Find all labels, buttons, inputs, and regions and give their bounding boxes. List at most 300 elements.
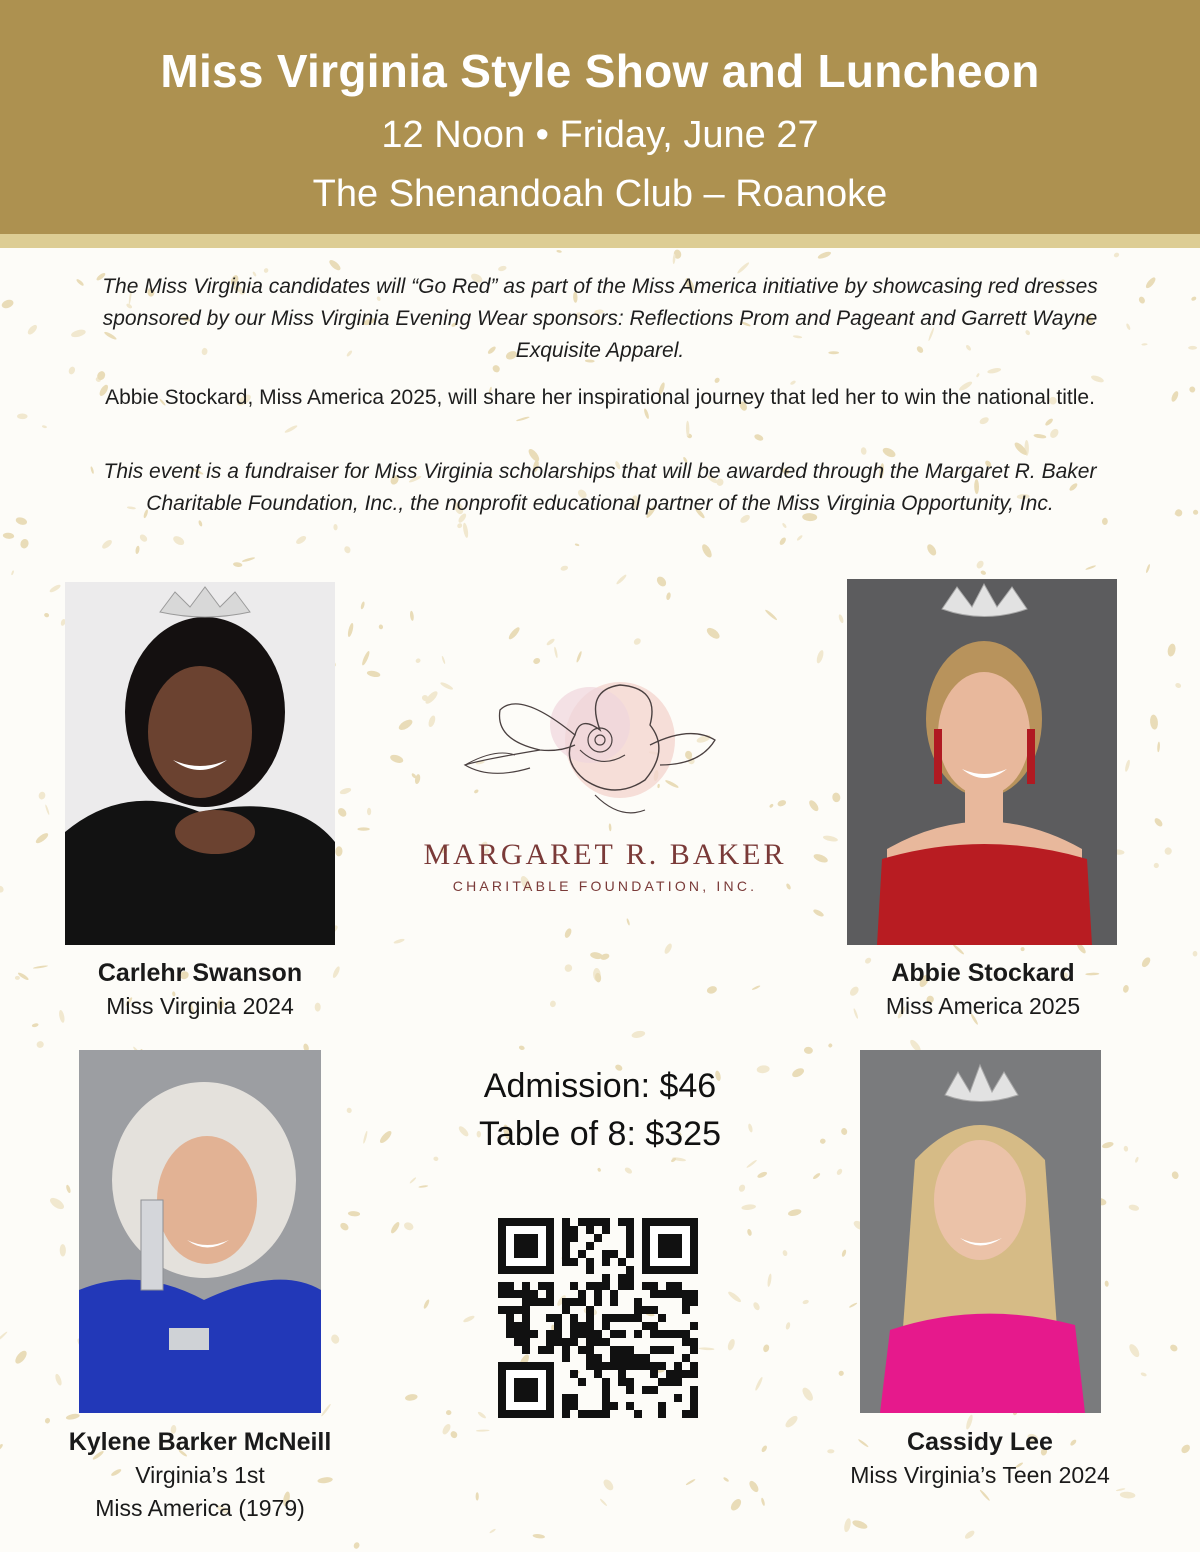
confetti-piece	[476, 1429, 490, 1431]
qr-module	[586, 1282, 594, 1290]
confetti-piece	[507, 626, 521, 641]
qr-module	[562, 1298, 570, 1306]
qr-module	[666, 1378, 674, 1386]
confetti-piece	[1128, 1204, 1140, 1212]
portrait-cassidy-lee	[860, 1050, 1101, 1413]
confetti-piece	[1149, 714, 1158, 730]
qr-module	[546, 1290, 554, 1298]
confetti-piece	[757, 1171, 768, 1179]
qr-module	[514, 1290, 522, 1298]
qr-module	[522, 1298, 530, 1306]
confetti-piece	[631, 1030, 646, 1039]
qr-module	[570, 1370, 578, 1378]
qr-module	[594, 1354, 602, 1362]
qr-module	[562, 1338, 570, 1346]
qr-module	[658, 1410, 666, 1418]
confetti-piece	[26, 323, 38, 336]
confetti-piece	[754, 1376, 763, 1391]
qr-module	[626, 1266, 634, 1274]
qr-module	[562, 1242, 570, 1250]
confetti-piece	[1085, 565, 1096, 571]
qr-module	[618, 1370, 626, 1378]
qr-module	[674, 1330, 682, 1338]
confetti-piece	[843, 1518, 852, 1533]
qr-module	[610, 1298, 618, 1306]
confetti-piece	[812, 852, 828, 864]
qr-module	[562, 1354, 570, 1362]
confetti-piece	[1191, 296, 1197, 302]
qr-module	[674, 1378, 682, 1386]
qr-module	[578, 1290, 586, 1298]
confetti-piece	[1140, 1372, 1147, 1377]
qr-module	[586, 1330, 594, 1338]
confetti-piece	[980, 570, 987, 576]
qr-module	[674, 1394, 682, 1402]
confetti-piece	[357, 827, 369, 830]
qr-module	[610, 1290, 618, 1298]
confetti-piece	[54, 1373, 63, 1386]
qr-module	[594, 1410, 602, 1418]
confetti-piece	[633, 637, 643, 646]
confetti-piece	[138, 533, 148, 543]
qr-module	[586, 1218, 594, 1226]
qr-module	[618, 1346, 626, 1354]
qr-module	[642, 1282, 650, 1290]
confetti-piece	[1020, 947, 1025, 952]
qr-module	[618, 1274, 626, 1282]
confetti-piece	[624, 1166, 633, 1175]
qr-module	[586, 1266, 594, 1274]
caption-kylene-barker-mcneill	[20, 1425, 380, 1525]
qr-module	[554, 1322, 562, 1330]
confetti-piece	[198, 520, 203, 527]
confetti-piece	[782, 1250, 788, 1257]
confetti-piece	[532, 1533, 545, 1539]
qr-module	[578, 1378, 586, 1386]
confetti-piece	[753, 433, 764, 442]
confetti-piece	[666, 592, 672, 601]
qr-module	[690, 1290, 698, 1298]
qr-module	[554, 1330, 562, 1338]
confetti-piece	[423, 1299, 431, 1310]
confetti-piece	[832, 792, 842, 803]
qr-module	[602, 1258, 610, 1266]
confetti-piece	[706, 985, 718, 995]
qr-module	[690, 1370, 698, 1378]
qr-module	[690, 1362, 698, 1370]
confetti-piece	[838, 1370, 844, 1376]
confetti-piece	[347, 623, 355, 638]
qr-module	[682, 1410, 690, 1418]
confetti-piece	[378, 624, 383, 630]
confetti-piece	[45, 804, 50, 815]
confetti-piece	[741, 1204, 756, 1211]
confetti-piece	[815, 649, 824, 664]
qr-module	[650, 1290, 658, 1298]
confetti-piece	[441, 656, 446, 665]
confetti-piece	[599, 1498, 607, 1507]
confetti-piece	[462, 1315, 475, 1324]
confetti-piece	[700, 543, 713, 559]
confetti-piece	[784, 1414, 800, 1429]
qr-module	[610, 1330, 618, 1338]
confetti-piece	[747, 1228, 753, 1236]
qr-module	[690, 1346, 698, 1354]
qr-module	[618, 1330, 626, 1338]
header-stripe	[0, 234, 1200, 248]
qr-module	[562, 1394, 570, 1402]
qr-module	[618, 1354, 626, 1362]
qr-module	[586, 1314, 594, 1322]
confetti-piece	[1124, 759, 1131, 772]
qr-module	[602, 1314, 610, 1322]
qr-module	[602, 1226, 610, 1234]
confetti-piece	[764, 609, 778, 621]
qr-module	[658, 1234, 682, 1258]
qr-module	[498, 1290, 506, 1298]
confetti-piece	[65, 1413, 80, 1421]
confetti-piece	[663, 942, 673, 955]
qr-module	[626, 1218, 634, 1226]
qr-module	[570, 1258, 578, 1266]
confetti-piece	[295, 534, 308, 545]
confetti-piece	[836, 1168, 844, 1176]
qr-module	[610, 1354, 618, 1362]
qr-module	[650, 1362, 658, 1370]
event-venue: The Shenandoah Club – Roanoke	[312, 173, 888, 215]
qr-module	[626, 1274, 634, 1282]
confetti-piece	[767, 1273, 772, 1287]
confetti-piece	[242, 556, 256, 562]
confetti-piece	[778, 536, 787, 546]
qr-module	[586, 1306, 594, 1314]
event-title: Miss Virginia Style Show and Luncheon	[160, 45, 1040, 97]
qr-module	[522, 1330, 530, 1338]
qr-module	[610, 1314, 618, 1322]
qr-module	[690, 1338, 698, 1346]
confetti-piece	[49, 583, 62, 593]
confetti-piece	[339, 787, 352, 796]
qr-module	[586, 1322, 594, 1330]
qr-module	[626, 1226, 634, 1234]
qr-module	[626, 1362, 634, 1370]
confetti-piece	[563, 963, 574, 974]
qr-module	[650, 1370, 658, 1378]
confetti-piece	[851, 1519, 868, 1531]
intro-paragraph-speaker: Abbie Stockard, Miss America 2025, will share her inspirational journey that led her to win the national title.	[105, 386, 1095, 409]
qr-module	[626, 1378, 634, 1386]
confetti-piece	[812, 1172, 821, 1180]
confetti-piece	[723, 1476, 730, 1482]
qr-module	[570, 1298, 578, 1306]
qr-module	[554, 1338, 562, 1346]
event-time: 12 Noon • Friday, June 27	[381, 114, 819, 156]
confetti-piece	[367, 808, 371, 816]
qr-module	[506, 1282, 514, 1290]
confetti-piece	[172, 534, 186, 547]
qr-module	[642, 1362, 650, 1370]
qr-module	[586, 1226, 594, 1234]
qr-module	[578, 1298, 586, 1306]
confetti-piece	[860, 447, 867, 455]
foundation-subtitle: CHARITABLE FOUNDATION, INC.	[452, 878, 758, 894]
confetti-piece	[746, 1159, 758, 1168]
qr-module	[602, 1250, 610, 1258]
confetti-piece	[817, 250, 832, 260]
qr-module	[690, 1394, 698, 1402]
qr-module	[658, 1290, 666, 1298]
qr-module	[530, 1290, 538, 1298]
qr-module	[650, 1322, 658, 1330]
qr-module	[602, 1394, 610, 1402]
confetti-piece	[976, 373, 980, 378]
confetti-piece	[90, 466, 94, 474]
confetti-piece	[751, 985, 760, 991]
qr-module	[570, 1226, 578, 1234]
confetti-piece	[549, 1000, 556, 1008]
confetti-piece	[101, 538, 114, 550]
confetti-piece	[343, 545, 351, 554]
confetti-piece	[838, 614, 845, 624]
confetti-piece	[952, 943, 965, 955]
caption-cassidy-lee	[800, 1425, 1160, 1492]
qr-module	[570, 1314, 578, 1322]
confetti-piece	[597, 1167, 602, 1172]
confetti-piece	[409, 1177, 417, 1184]
confetti-piece	[418, 1185, 428, 1188]
qr-module	[602, 1282, 610, 1290]
qr-module	[602, 1386, 610, 1394]
confetti-piece	[975, 559, 985, 569]
qr-module	[610, 1250, 618, 1258]
confetti-piece	[0, 1443, 4, 1451]
confetti-piece	[1, 298, 15, 310]
caption-abbie-stockard	[803, 956, 1163, 1023]
qr-module	[522, 1338, 530, 1346]
confetti-piece	[705, 626, 722, 641]
confetti-piece	[819, 1138, 826, 1144]
qr-module	[578, 1410, 586, 1418]
qr-module	[666, 1290, 674, 1298]
qr-module	[602, 1410, 610, 1418]
qr-module	[538, 1282, 546, 1290]
confetti-piece	[335, 846, 343, 857]
qr-module	[506, 1330, 514, 1338]
confetti-piece	[409, 611, 414, 622]
confetti-piece	[1044, 417, 1054, 426]
qr-module	[514, 1378, 538, 1402]
qr-module	[674, 1290, 682, 1298]
qr-module	[602, 1218, 610, 1226]
confetti-piece	[348, 1211, 361, 1217]
confetti-piece	[0, 1331, 8, 1342]
qr-module	[578, 1322, 586, 1330]
confetti-piece	[456, 522, 463, 529]
confetti-piece	[1104, 1280, 1109, 1287]
confetti-piece	[36, 1040, 45, 1049]
portrait-kylene-barker-mcneill	[79, 1050, 321, 1413]
confetti-piece	[655, 575, 668, 588]
confetti-piece	[626, 918, 630, 926]
qr-module	[682, 1290, 690, 1298]
confetti-piece	[44, 612, 50, 618]
rose-icon	[420, 670, 790, 835]
confetti-piece	[393, 938, 405, 945]
person-title: Miss America 2025	[885, 993, 1081, 1019]
qr-module	[642, 1306, 650, 1314]
confetti-piece	[729, 1497, 743, 1512]
qr-module	[562, 1306, 570, 1314]
qr-module	[634, 1410, 642, 1418]
confetti-piece	[68, 366, 77, 376]
qr-module	[634, 1314, 642, 1322]
qr-module	[586, 1410, 594, 1418]
qr-module	[690, 1402, 698, 1410]
confetti-piece	[38, 791, 47, 800]
confetti-piece	[828, 1043, 834, 1049]
confetti-piece	[1193, 510, 1198, 515]
qr-module	[618, 1258, 626, 1266]
qr-module	[594, 1362, 602, 1370]
qr-code-icon[interactable]	[498, 1218, 698, 1418]
confetti-piece	[1157, 742, 1160, 753]
qr-module	[594, 1234, 602, 1242]
qr-module	[618, 1378, 626, 1386]
qr-module	[682, 1338, 690, 1346]
confetti-piece	[70, 328, 86, 338]
qr-module	[506, 1290, 514, 1298]
confetti-piece	[1171, 1170, 1180, 1180]
confetti-piece	[1188, 346, 1197, 350]
confetti-piece	[389, 753, 404, 764]
confetti-piece	[1193, 951, 1198, 957]
qr-module	[546, 1282, 554, 1290]
confetti-piece	[554, 646, 559, 658]
confetti-piece	[1101, 1141, 1114, 1149]
caption-carlehr-swanson	[20, 956, 380, 1023]
confetti-piece	[516, 416, 530, 422]
confetti-piece	[336, 806, 348, 818]
person-name: Kylene Barker McNeill	[68, 1428, 332, 1456]
qr-module	[626, 1242, 634, 1250]
qr-module	[618, 1218, 626, 1226]
confetti-piece	[1033, 433, 1046, 439]
confetti-piece	[13, 1349, 29, 1366]
confetti-piece	[807, 799, 820, 813]
pricing	[400, 1062, 800, 1158]
qr-module	[634, 1306, 642, 1314]
qr-module	[610, 1346, 618, 1354]
confetti-piece	[822, 835, 838, 843]
qr-module	[562, 1226, 570, 1234]
qr-module	[522, 1322, 530, 1330]
qr-module	[546, 1330, 554, 1338]
qr-module	[578, 1250, 586, 1258]
qr-module	[682, 1298, 690, 1306]
confetti-piece	[462, 522, 469, 538]
confetti-piece	[1113, 252, 1120, 258]
confetti-piece	[1164, 847, 1173, 856]
confetti-piece	[477, 1411, 487, 1420]
confetti-piece	[135, 545, 140, 554]
qr-module	[594, 1218, 602, 1226]
qr-module	[546, 1338, 554, 1346]
confetti-piece	[1134, 1156, 1139, 1163]
confetti-piece	[446, 1410, 451, 1415]
confetti-piece	[441, 1423, 452, 1436]
qr-module	[522, 1346, 530, 1354]
qr-module	[594, 1290, 602, 1298]
confetti-piece	[802, 1299, 809, 1305]
foundation-name: MARGARET R. BAKER	[423, 838, 787, 871]
qr-module	[602, 1402, 610, 1410]
qr-module	[682, 1330, 690, 1338]
confetti-piece	[546, 638, 556, 647]
qr-module	[586, 1258, 594, 1266]
confetti-piece	[3, 532, 15, 539]
qr-module	[666, 1370, 674, 1378]
qr-module	[498, 1306, 506, 1314]
confetti-piece	[726, 1338, 736, 1351]
event-header	[0, 0, 1200, 234]
qr-module	[658, 1378, 666, 1386]
qr-module	[626, 1386, 634, 1394]
confetti-piece	[44, 1417, 51, 1424]
qr-module	[634, 1298, 642, 1306]
confetti-piece	[796, 534, 803, 541]
confetti-piece	[686, 421, 690, 437]
confetti-piece	[19, 538, 29, 550]
qr-module	[522, 1306, 530, 1314]
qr-module	[506, 1306, 514, 1314]
qr-module	[602, 1362, 610, 1370]
qr-module	[642, 1354, 650, 1362]
qr-module	[602, 1338, 610, 1346]
qr-module	[650, 1346, 658, 1354]
qr-module	[626, 1354, 634, 1362]
intro-paragraph-fundraiser: This event is a fundraiser for Miss Virginia scholarships that will be awarded through the Margaret R. Baker Charitable Foundation, Inc., the nonprofit educational partner of the Miss Virginia Opportunity, Inc.	[103, 460, 1097, 515]
qr-module	[586, 1338, 594, 1346]
qr-module	[666, 1346, 674, 1354]
qr-module	[594, 1298, 602, 1306]
confetti-piece	[738, 1184, 747, 1193]
qr-module	[610, 1362, 618, 1370]
qr-module	[690, 1386, 698, 1394]
confetti-piece	[602, 1478, 616, 1492]
qr-module	[666, 1330, 674, 1338]
confetti-piece	[31, 1023, 38, 1028]
person-title: Miss Virginia 2024	[106, 993, 294, 1019]
qr-module	[514, 1306, 522, 1314]
confetti-piece	[397, 718, 414, 732]
confetti-piece	[978, 416, 989, 426]
person-title: Miss Virginia’s Teen 2024	[850, 1462, 1110, 1488]
confetti-piece	[403, 1221, 415, 1232]
qr-module	[562, 1402, 570, 1410]
confetti-piece	[987, 367, 1002, 374]
qr-module	[594, 1370, 602, 1378]
qr-module	[586, 1362, 594, 1370]
confetti-piece	[787, 1208, 802, 1217]
confetti-piece	[65, 1184, 71, 1193]
person-name: Abbie Stockard	[891, 959, 1075, 987]
qr-module	[602, 1274, 610, 1282]
confetti-piece	[378, 1129, 393, 1144]
confetti-piece	[615, 574, 627, 586]
qr-module	[578, 1330, 586, 1338]
qr-module	[674, 1282, 682, 1290]
qr-module	[602, 1322, 610, 1330]
